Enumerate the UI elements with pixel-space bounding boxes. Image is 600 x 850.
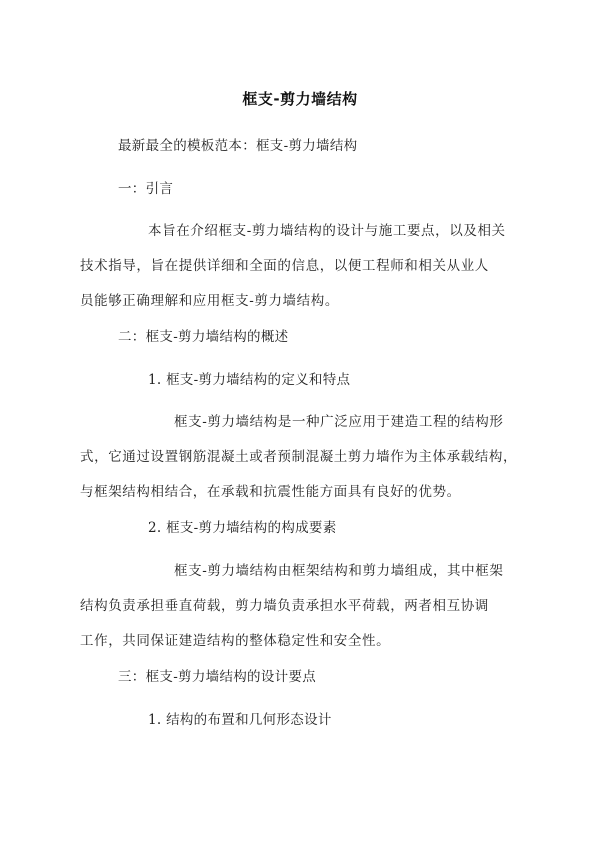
paragraph-line: 框支-剪力墙结构由框架结构和剪力墙组成，其中框架 [174, 563, 504, 579]
paragraph-line: 员能够正确理解和应用框支-剪力墙结构。 [80, 293, 339, 309]
document-subtitle: 最新最全的模板范本：框支-剪力墙结构 [118, 138, 358, 154]
section-2-heading: 二：框支-剪力墙结构的概述 [118, 329, 289, 345]
section-2-item-2-paragraph [80, 554, 503, 659]
paragraph-line: 工作，共同保证建造结构的整体稳定性和安全性。 [80, 633, 391, 649]
section-3-heading: 三：框支-剪力墙结构的设计要点 [118, 669, 317, 685]
section-2-item-1-paragraph [80, 405, 517, 510]
paragraph-line: 技术指导，旨在提供详细和全面的信息，以便工程师和相关从业人 [80, 258, 489, 274]
paragraph-line: 框支-剪力墙结构是一种广泛应用于建造工程的结构形 [174, 414, 504, 430]
paragraph-line: 式，它通过设置钢筋混凝土或者预制混凝土剪力墙作为主体承载结构， [80, 449, 518, 465]
section-3-item-1-heading: 1. 结构的布置和几何形态设计 [148, 712, 332, 728]
section-2-item-2-heading: 2. 框支-剪力墙结构的构成要素 [148, 520, 337, 536]
section-1-heading: 一：引言 [118, 181, 174, 197]
paragraph-line: 结构负责承担垂直荷载，剪力墙负责承担水平荷载，两者相互协调 [80, 598, 489, 614]
paragraph-line: 本旨在介绍框支-剪力墙结构的设计与施工要点，以及相关 [148, 223, 506, 239]
paragraph-line: 与框架结构相结合，在承载和抗震性能方面具有良好的优势。 [80, 484, 461, 500]
section-1-paragraph [80, 214, 506, 319]
section-2-item-1-heading: 1. 框支-剪力墙结构的定义和特点 [148, 372, 351, 388]
document-title: 框支-剪力墙结构 [242, 90, 358, 108]
